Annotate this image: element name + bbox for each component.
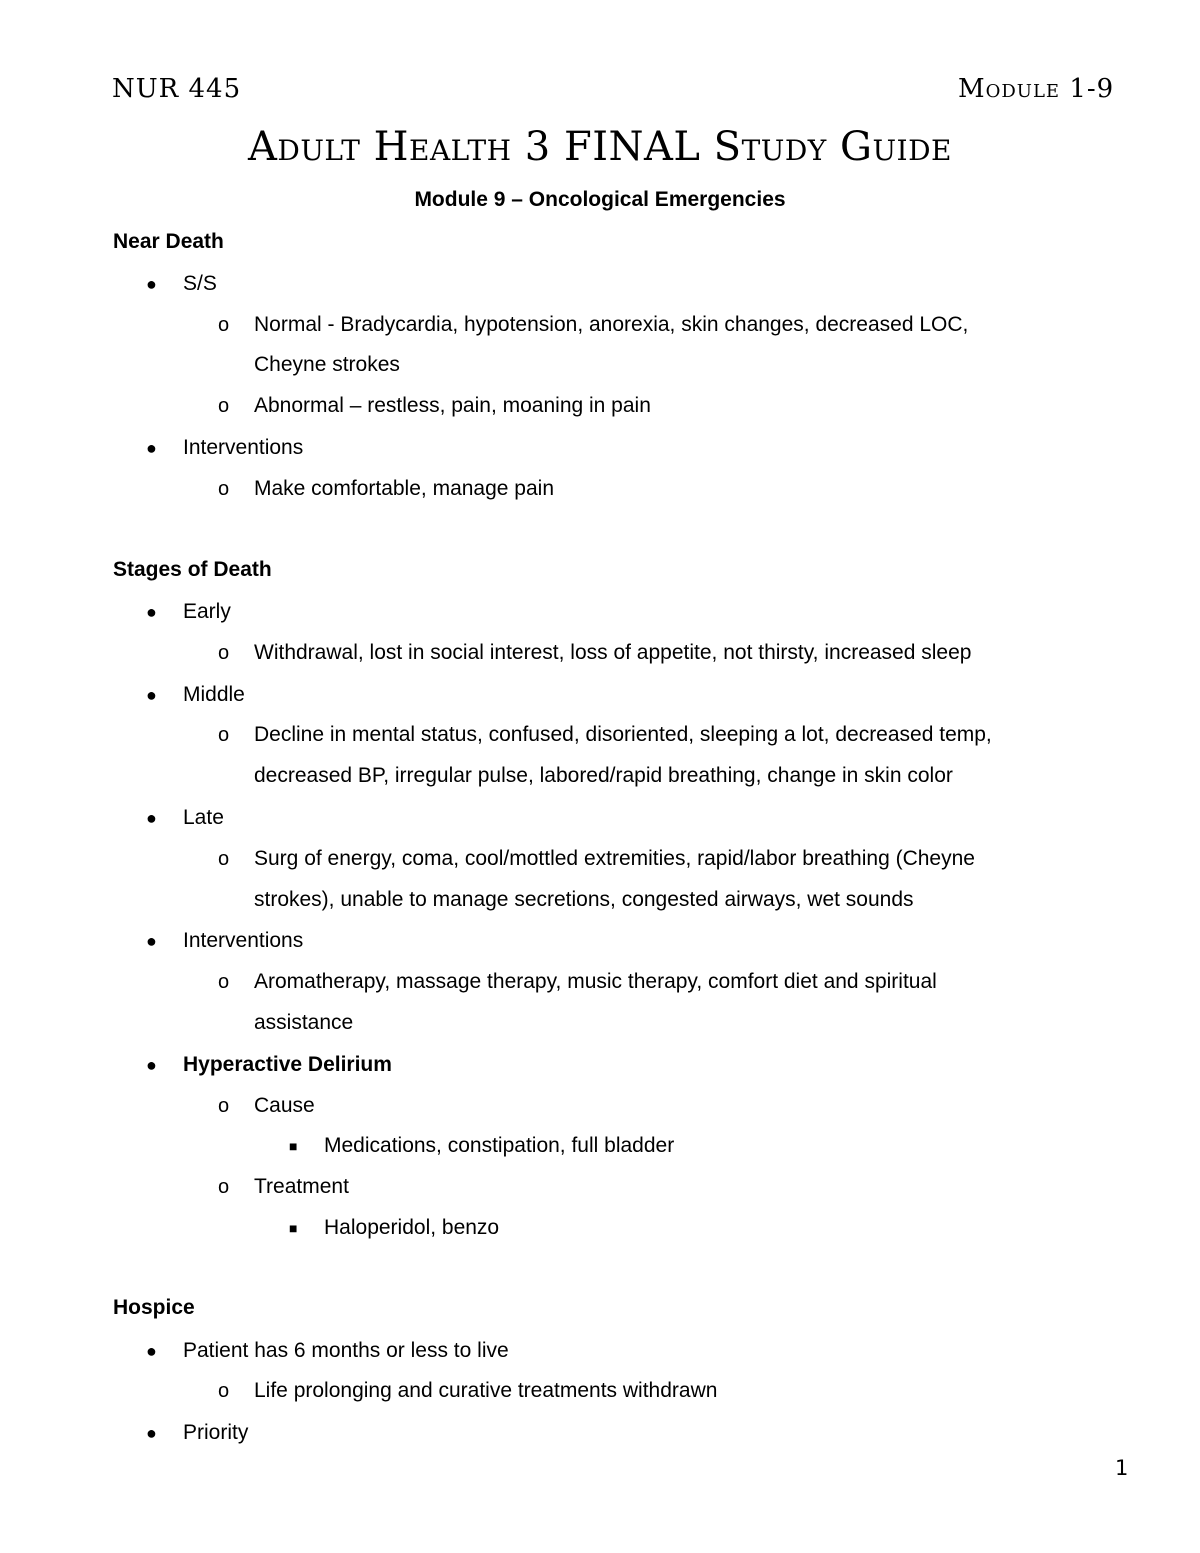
- list-item: Make comfortable, manage pain: [254, 477, 554, 500]
- list-item: Priority: [183, 1421, 249, 1444]
- section-heading-stages-of-death: Stages of Death: [113, 558, 272, 581]
- list-item: Middle: [183, 683, 245, 706]
- bullet-circle-icon: o: [218, 971, 230, 993]
- bullet-disc-icon: ●: [146, 438, 157, 458]
- bullet-circle-icon: o: [218, 314, 230, 336]
- bullet-circle-icon: o: [218, 1095, 230, 1117]
- header-course-code: NUR 445: [112, 74, 242, 104]
- list-item: Decline in mental status, confused, disoriented, sleeping a lot, decreased temp,: [254, 723, 992, 746]
- list-item: Cause: [254, 1094, 315, 1117]
- bullet-disc-icon: ●: [146, 808, 157, 828]
- header-module-range: Module 1-9: [958, 74, 1115, 104]
- bullet-circle-icon: o: [218, 642, 230, 664]
- bullet-circle-icon: o: [218, 1380, 230, 1402]
- bullet-circle-icon: o: [218, 848, 230, 870]
- bullet-disc-icon: ●: [146, 685, 157, 705]
- list-item: Interventions: [183, 929, 304, 952]
- bullet-disc-icon: ●: [146, 274, 157, 294]
- list-item: Late: [183, 806, 224, 829]
- list-item: Abnormal – restless, pain, moaning in pain: [254, 394, 651, 417]
- list-item: Surg of energy, coma, cool/mottled extremities, rapid/labor breathing (Cheyne: [254, 847, 975, 870]
- list-item: Withdrawal, lost in social interest, loss of appetite, not thirsty, increased sleep: [254, 641, 972, 664]
- bullet-circle-icon: o: [218, 724, 230, 746]
- list-item: Normal - Bradycardia, hypotension, anorexia, skin changes, decreased LOC,: [254, 313, 969, 336]
- bullet-square-icon: ■: [289, 1138, 298, 1154]
- list-item-continuation: strokes), unable to manage secretions, congested airways, wet sounds: [254, 888, 914, 911]
- bullet-circle-icon: o: [218, 478, 230, 500]
- list-item: Life prolonging and curative treatments withdrawn: [254, 1379, 718, 1402]
- list-item: Haloperidol, benzo: [324, 1216, 500, 1239]
- list-item: Aromatherapy, massage therapy, music therapy, comfort diet and spiritual: [254, 970, 937, 993]
- section-heading-hospice: Hospice: [113, 1296, 195, 1319]
- list-item-continuation: assistance: [254, 1011, 354, 1034]
- module-title: Module 9 – Oncological Emergencies: [414, 188, 786, 211]
- document-title: Adult Health 3 FINAL Study Guide: [247, 124, 952, 170]
- bullet-square-icon: ■: [289, 1220, 298, 1236]
- list-item: Interventions: [183, 436, 304, 459]
- section-heading-near-death: Near Death: [113, 230, 224, 253]
- bullet-disc-icon: ●: [146, 1055, 157, 1075]
- page-number: 1: [1115, 1456, 1129, 1480]
- list-item: Early: [183, 600, 231, 623]
- list-item: Medications, constipation, full bladder: [324, 1134, 675, 1157]
- list-item-continuation: decreased BP, irregular pulse, labored/rapid breathing, change in skin color: [254, 764, 953, 787]
- bullet-disc-icon: ●: [146, 931, 157, 951]
- list-item: Treatment: [254, 1175, 349, 1198]
- list-item-hyperactive-delirium: Hyperactive Delirium: [183, 1053, 392, 1076]
- list-item: Patient has 6 months or less to live: [183, 1339, 509, 1362]
- bullet-disc-icon: ●: [146, 602, 157, 622]
- list-item-continuation: Cheyne strokes: [254, 353, 400, 376]
- bullet-disc-icon: ●: [146, 1341, 157, 1361]
- bullet-circle-icon: o: [218, 395, 230, 417]
- bullet-disc-icon: ●: [146, 1423, 157, 1443]
- list-item: S/S: [183, 272, 217, 295]
- bullet-circle-icon: o: [218, 1176, 230, 1198]
